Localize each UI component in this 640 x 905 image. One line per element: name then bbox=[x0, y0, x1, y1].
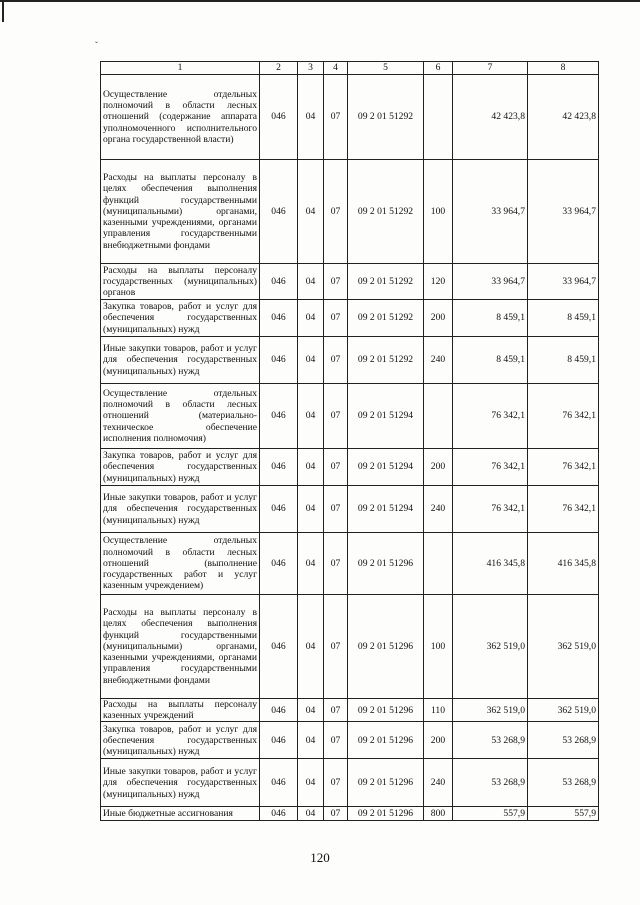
row-type-cell: 110 bbox=[424, 699, 453, 722]
row-subsection-cell: 07 bbox=[324, 699, 348, 722]
row-target-cell: 09 2 01 51292 bbox=[348, 337, 424, 384]
row-target-cell: 09 2 01 51294 bbox=[348, 449, 424, 486]
row-subsection-cell: 07 bbox=[324, 722, 348, 759]
row-amount-7-cell: 557,9 bbox=[453, 807, 528, 821]
row-type-cell: 100 bbox=[424, 160, 453, 264]
row-section-cell: 04 bbox=[298, 722, 324, 759]
row-name-cell: Иные закупки товаров, работ и услуг для обеспечения государственных (муниципальных) нужд bbox=[101, 486, 260, 533]
row-section-cell: 04 bbox=[298, 533, 324, 595]
row-type-cell: 200 bbox=[424, 449, 453, 486]
row-code-cell: 046 bbox=[260, 300, 298, 337]
header-col-3: 3 bbox=[298, 62, 324, 75]
page-number: 120 bbox=[310, 850, 330, 865]
row-type-cell: 240 bbox=[424, 759, 453, 807]
row-amount-8-cell: 557,9 bbox=[528, 807, 599, 821]
row-amount-8-cell: 53 268,9 bbox=[528, 722, 599, 759]
row-section-cell: 04 bbox=[298, 449, 324, 486]
row-code-cell: 046 bbox=[260, 75, 298, 160]
row-amount-8-cell: 53 268,9 bbox=[528, 759, 599, 807]
row-name-cell: Осуществление отдельных полномочий в области лесных отношений (выполнение государственных работ и услуг казенным учреждением) bbox=[101, 533, 260, 595]
row-subsection-cell: 07 bbox=[324, 533, 348, 595]
row-section-cell: 04 bbox=[298, 699, 324, 722]
row-amount-7-cell: 76 342,1 bbox=[453, 449, 528, 486]
row-amount-8-cell: 76 342,1 bbox=[528, 486, 599, 533]
table-row bbox=[101, 807, 599, 821]
table-row bbox=[101, 595, 599, 699]
row-subsection-cell: 07 bbox=[324, 449, 348, 486]
row-amount-8-cell: 8 459,1 bbox=[528, 300, 599, 337]
row-section-cell: 04 bbox=[298, 759, 324, 807]
header-row bbox=[101, 62, 599, 75]
row-type-cell: 240 bbox=[424, 337, 453, 384]
left-border-tick bbox=[2, 0, 4, 22]
row-name-cell: Закупка товаров, работ и услуг для обеспечения государственных (муниципальных) нужд bbox=[101, 722, 260, 759]
table-row bbox=[101, 486, 599, 533]
row-type-cell bbox=[424, 533, 453, 595]
row-subsection-cell: 07 bbox=[324, 300, 348, 337]
row-type-cell: 800 bbox=[424, 807, 453, 821]
row-amount-8-cell: 416 345,8 bbox=[528, 533, 599, 595]
row-type-cell: 240 bbox=[424, 486, 453, 533]
row-code-cell: 046 bbox=[260, 722, 298, 759]
row-amount-7-cell: 53 268,9 bbox=[453, 722, 528, 759]
table-row bbox=[101, 699, 599, 722]
table-row bbox=[101, 264, 599, 300]
row-section-cell: 04 bbox=[298, 264, 324, 300]
row-target-cell: 09 2 01 51296 bbox=[348, 807, 424, 821]
row-subsection-cell: 07 bbox=[324, 337, 348, 384]
row-section-cell: 04 bbox=[298, 595, 324, 699]
row-code-cell: 046 bbox=[260, 533, 298, 595]
row-subsection-cell: 07 bbox=[324, 807, 348, 821]
row-amount-8-cell: 33 964,7 bbox=[528, 160, 599, 264]
row-target-cell: 09 2 01 51292 bbox=[348, 160, 424, 264]
row-code-cell: 046 bbox=[260, 759, 298, 807]
row-name-cell: Закупка товаров, работ и услуг для обеспечения государственных (муниципальных) нужд bbox=[101, 449, 260, 486]
row-type-cell: 120 bbox=[424, 264, 453, 300]
row-section-cell: 04 bbox=[298, 300, 324, 337]
row-target-cell: 09 2 01 51294 bbox=[348, 486, 424, 533]
row-amount-7-cell: 33 964,7 bbox=[453, 160, 528, 264]
row-type-cell bbox=[424, 75, 453, 160]
row-name-cell: Расходы на выплаты персоналу государственных (муниципальных) органов bbox=[101, 264, 260, 300]
row-amount-8-cell: 362 519,0 bbox=[528, 699, 599, 722]
row-name-cell: Расходы на выплаты персоналу в целях обеспечения выполнения функций государственными (муниципальными) органами, казенными учреждениями, органами управления государственными внебюджетными фондами bbox=[101, 595, 260, 699]
row-target-cell: 09 2 01 51296 bbox=[348, 699, 424, 722]
table-row bbox=[101, 449, 599, 486]
row-amount-8-cell: 42 423,8 bbox=[528, 75, 599, 160]
row-amount-8-cell: 76 342,1 bbox=[528, 449, 599, 486]
table-row bbox=[101, 533, 599, 595]
row-section-cell: 04 bbox=[298, 807, 324, 821]
row-name-cell: Иные бюджетные ассигнования bbox=[101, 807, 260, 821]
row-name-cell: Иные закупки товаров, работ и услуг для обеспечения государственных (муниципальных) нужд bbox=[101, 759, 260, 807]
row-name-cell: Осуществление отдельных полномочий в области лесных отношений (материально-техническое обеспечение исполнения полномочия) bbox=[101, 384, 260, 449]
row-amount-8-cell: 8 459,1 bbox=[528, 337, 599, 384]
table-row bbox=[101, 384, 599, 449]
row-subsection-cell: 07 bbox=[324, 486, 348, 533]
row-target-cell: 09 2 01 51292 bbox=[348, 264, 424, 300]
row-type-cell bbox=[424, 384, 453, 449]
row-target-cell: 09 2 01 51294 bbox=[348, 384, 424, 449]
row-amount-8-cell: 33 964,7 bbox=[528, 264, 599, 300]
row-target-cell: 09 2 01 51292 bbox=[348, 300, 424, 337]
table-row bbox=[101, 759, 599, 807]
row-code-cell: 046 bbox=[260, 486, 298, 533]
row-code-cell: 046 bbox=[260, 807, 298, 821]
row-code-cell: 046 bbox=[260, 160, 298, 264]
header-col-5: 5 bbox=[348, 62, 424, 75]
header-col-6: 6 bbox=[424, 62, 453, 75]
row-name-cell: Осуществление отдельных полномочий в области лесных отношений (содержание аппарата уполномоченного исполнительного органа государственной власти) bbox=[101, 75, 260, 160]
row-amount-7-cell: 33 964,7 bbox=[453, 264, 528, 300]
table-row bbox=[101, 300, 599, 337]
row-amount-8-cell: 76 342,1 bbox=[528, 384, 599, 449]
row-amount-7-cell: 362 519,0 bbox=[453, 699, 528, 722]
header-col-8: 8 bbox=[528, 62, 599, 75]
row-target-cell: 09 2 01 51296 bbox=[348, 722, 424, 759]
row-name-cell: Закупка товаров, работ и услуг для обеспечения государственных (муниципальных) нужд bbox=[101, 300, 260, 337]
header-col-1: 1 bbox=[101, 62, 260, 75]
row-amount-7-cell: 53 268,9 bbox=[453, 759, 528, 807]
row-target-cell: 09 2 01 51296 bbox=[348, 533, 424, 595]
row-section-cell: 04 bbox=[298, 486, 324, 533]
budget-table bbox=[100, 61, 599, 821]
row-amount-8-cell: 362 519,0 bbox=[528, 595, 599, 699]
row-section-cell: 04 bbox=[298, 337, 324, 384]
table-body bbox=[101, 75, 599, 821]
row-amount-7-cell: 416 345,8 bbox=[453, 533, 528, 595]
header-col-2: 2 bbox=[260, 62, 298, 75]
row-subsection-cell: 07 bbox=[324, 759, 348, 807]
row-section-cell: 04 bbox=[298, 75, 324, 160]
table-row bbox=[101, 160, 599, 264]
row-section-cell: 04 bbox=[298, 384, 324, 449]
row-section-cell: 04 bbox=[298, 160, 324, 264]
row-type-cell: 100 bbox=[424, 595, 453, 699]
row-code-cell: 046 bbox=[260, 595, 298, 699]
row-subsection-cell: 07 bbox=[324, 384, 348, 449]
row-subsection-cell: 07 bbox=[324, 595, 348, 699]
row-amount-7-cell: 8 459,1 bbox=[453, 300, 528, 337]
header-col-7: 7 bbox=[453, 62, 528, 75]
top-border-line bbox=[0, 0, 640, 2]
row-name-cell: Иные закупки товаров, работ и услуг для обеспечения государственных (муниципальных) нужд bbox=[101, 337, 260, 384]
row-amount-7-cell: 362 519,0 bbox=[453, 595, 528, 699]
row-code-cell: 046 bbox=[260, 449, 298, 486]
row-type-cell: 200 bbox=[424, 300, 453, 337]
table-row bbox=[101, 337, 599, 384]
table-row bbox=[101, 722, 599, 759]
row-target-cell: 09 2 01 51296 bbox=[348, 759, 424, 807]
row-amount-7-cell: 8 459,1 bbox=[453, 337, 528, 384]
header-col-4: 4 bbox=[324, 62, 348, 75]
row-target-cell: 09 2 01 51296 bbox=[348, 595, 424, 699]
row-name-cell: Расходы на выплаты персоналу в целях обеспечения выполнения функций государственными (муниципальными) органами, казенными учреждениями, органами управления государственными внебюджетными фондами bbox=[101, 160, 260, 264]
row-amount-7-cell: 76 342,1 bbox=[453, 486, 528, 533]
row-code-cell: 046 bbox=[260, 384, 298, 449]
row-name-cell: Расходы на выплаты персоналу казенных учреждений bbox=[101, 699, 260, 722]
row-amount-7-cell: 42 423,8 bbox=[453, 75, 528, 160]
row-amount-7-cell: 76 342,1 bbox=[453, 384, 528, 449]
row-target-cell: 09 2 01 51292 bbox=[348, 75, 424, 160]
row-code-cell: 046 bbox=[260, 264, 298, 300]
row-code-cell: 046 bbox=[260, 699, 298, 722]
table-row bbox=[101, 75, 599, 160]
scan-speck: ˇ bbox=[95, 40, 98, 50]
row-code-cell: 046 bbox=[260, 337, 298, 384]
row-subsection-cell: 07 bbox=[324, 160, 348, 264]
row-type-cell: 200 bbox=[424, 722, 453, 759]
row-subsection-cell: 07 bbox=[324, 75, 348, 160]
row-subsection-cell: 07 bbox=[324, 264, 348, 300]
